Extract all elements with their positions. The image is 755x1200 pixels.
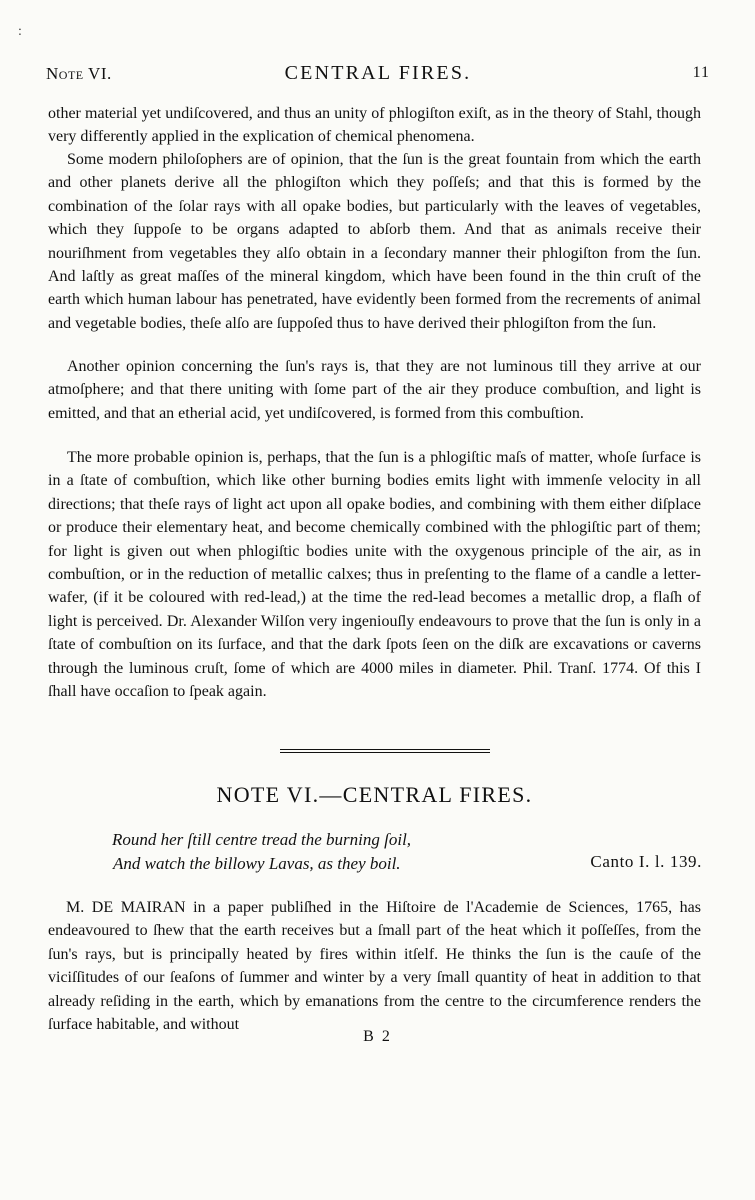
paragraph-2: Some modern philoſophers are of opinion, that the ſun is the great fountain from which the earth and other planets derive all the phlogiſton which they poſſeſs; and that this is formed by the combination of the ſolar rays with all opake bodies, but particularly with the leaves of vegetables, which they ſuppoſe to be organs adapted to abſorb them. And that as animals receive their nouriſhment from vegetables they alſo obtain in a ſecondary manner their phlogiſton from the ſun. And laſtly as great maſſes of the mineral kingdom, which have been found in the thin cruſt of the earth which human labour has penetrated, have evidently been formed from the recrements of animal and vegetable bodies, theſe alſo are ſuppoſed thus to have derived their phlogiſton from the ſun. [48,151,701,332]
margin-mark: : [18,24,22,39]
running-head-title: CENTRAL FIRES. [284,62,472,84]
page-number: 11 [692,64,710,81]
signature-mark: B 2 [363,1028,392,1045]
verse-line-2: And watch the billowy Lavas, as they boil. [113,854,401,873]
canto-reference: Canto I. l. 139. [590,852,702,871]
paragraph-1: other material yet undiſcovered, and thus an unity of phlogiſton exiſt, as in the theory of Stahl, though very differently applied in the explication of chemical phenomena. [48,105,701,146]
paragraph-3: Another opinion concerning the ſun's rays is, that they are not luminous till they arrive at our atmoſphere; and that there uniting with ſome part of the air they produce combuſtion, and light is emitted, and that an etherial acid, yet undiſcovered, is formed from this combuſtion. [48,358,701,422]
final-paragraph: M. DE MAIRAN in a paper publiſhed in the Hiſtoire de l'Academie de Sciences, 1765, has endeavoured to ſhew that the earth receives but a ſmall part of the heat which it poſſeſſes, from the ſun's rays, but is principally heated by fires within itſelf. He thinks the ſun is the cauſe of the viciſſitudes of our ſeaſons of ſummer and winter by a very ſmall quantity of heat in addition to that already reſiding in the earth, which by emanations from the centre to the circumference renders the ſurface habitable, and without [48,899,701,1034]
running-head [46,64,710,88]
paragraph-4: The more probable opinion is, perhaps, that the ſun is a phlogiſtic maſs of matter, whoſe ſurface is in a ſtate of combuſtion, which like other burning bodies emits light with immenſe velocity in all directions; that theſe rays of light act upon all opake bodies, and combining with them either diſplace or produce their elementary heat, and become chemically combined with the phlogiſtic part of them; for light is given out when phlogiſtic bodies unite with the oxygenous principle of the air, as in combuſtion, or in the reduction of metallic calxes; thus in preſenting to the flame of a candle a letter-wafer, (if it be coloured with red-lead,) at the time the red-lead becomes a metallic drop, a flaſh of light is perceived. Dr. Alexander Wilſon very ingeniouſly endeavours to prove that the ſun is only in a ſtate of combuſtion on its ſurface, and that the dark ſpots ſeen on the diſk are excavations or caverns through the luminous cruſt, ſome of which are 4000 miles in diameter. Phil. Tranſ. 1774. Of this I ſhall have occaſion to ſpeak again. [48,449,701,701]
verse-line-1: Round her ſtill centre tread the burning ſoil, [112,830,412,849]
section-divider-top [280,749,490,750]
note-heading: NOTE VI.—CENTRAL FIRES. [216,782,533,807]
running-head-note-label: Note VI. [46,64,112,83]
section-divider-bottom [280,752,490,753]
